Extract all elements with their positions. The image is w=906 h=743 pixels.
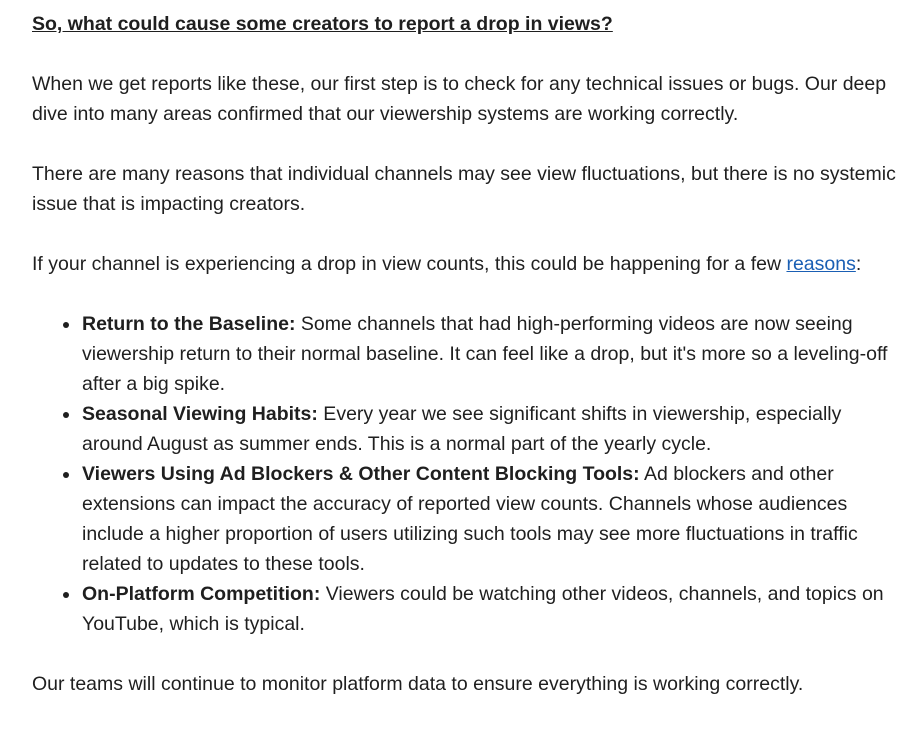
- bullet-icon: [63, 412, 69, 418]
- bullet-icon: [63, 322, 69, 328]
- bullet-icon: [63, 472, 69, 478]
- paragraph-reasons-intro: [32, 249, 896, 279]
- list-item-title: Return to the Baseline:: [82, 313, 296, 335]
- reasons-intro-colon: :: [855, 253, 862, 275]
- paragraph-technical-check: When we get reports like these, our first step is to check for any technical issues or bugs. Our deep dive into many areas confirmed that our viewership systems are working correctly.: [32, 73, 887, 125]
- list-item-text: Viewers could be watching other videos, channels, and topics on YouTube, which is typical.: [82, 583, 884, 635]
- bullet-icon: [63, 592, 69, 598]
- paragraph-closing: Our teams will continue to monitor platform data to ensure everything is working correctly.: [32, 673, 804, 695]
- list-item-title: Viewers Using Ad Blockers & Other Content Blocking Tools:: [82, 463, 640, 485]
- list-item: [82, 309, 896, 399]
- list-item-title: Seasonal Viewing Habits:: [82, 403, 318, 425]
- reasons-intro-text: If your channel is experiencing a drop in view counts, this could be happening for a few: [32, 253, 787, 275]
- reasons-link[interactable]: reasons: [786, 253, 856, 275]
- reasons-list: [32, 309, 896, 639]
- list-item-text: Ad blockers and other extensions can impact the accuracy of reported view counts. Channels whose audiences include a higher proportion of users utilizing such tools may see more fluctuations in traffic related to updates to these tools.: [82, 463, 858, 575]
- list-item-title: On-Platform Competition:: [82, 583, 321, 605]
- paragraph-no-systemic-issue: There are many reasons that individual channels may see view fluctuations, but there is no systemic issue that is impacting creators.: [32, 163, 896, 215]
- list-item: [82, 399, 896, 459]
- list-item: [82, 459, 896, 579]
- list-item-text: Some channels that had high-performing videos are now seeing viewership return to their normal baseline. It can feel like a drop, but it's more so a leveling-off after a big spike.: [82, 313, 888, 395]
- section-heading: So, what could cause some creators to report a drop in views?: [32, 13, 613, 35]
- list-item: [82, 579, 896, 639]
- list-item-text: Every year we see significant shifts in viewership, especially around August as summer ends. This is a normal part of the yearly cycle.: [82, 403, 842, 455]
